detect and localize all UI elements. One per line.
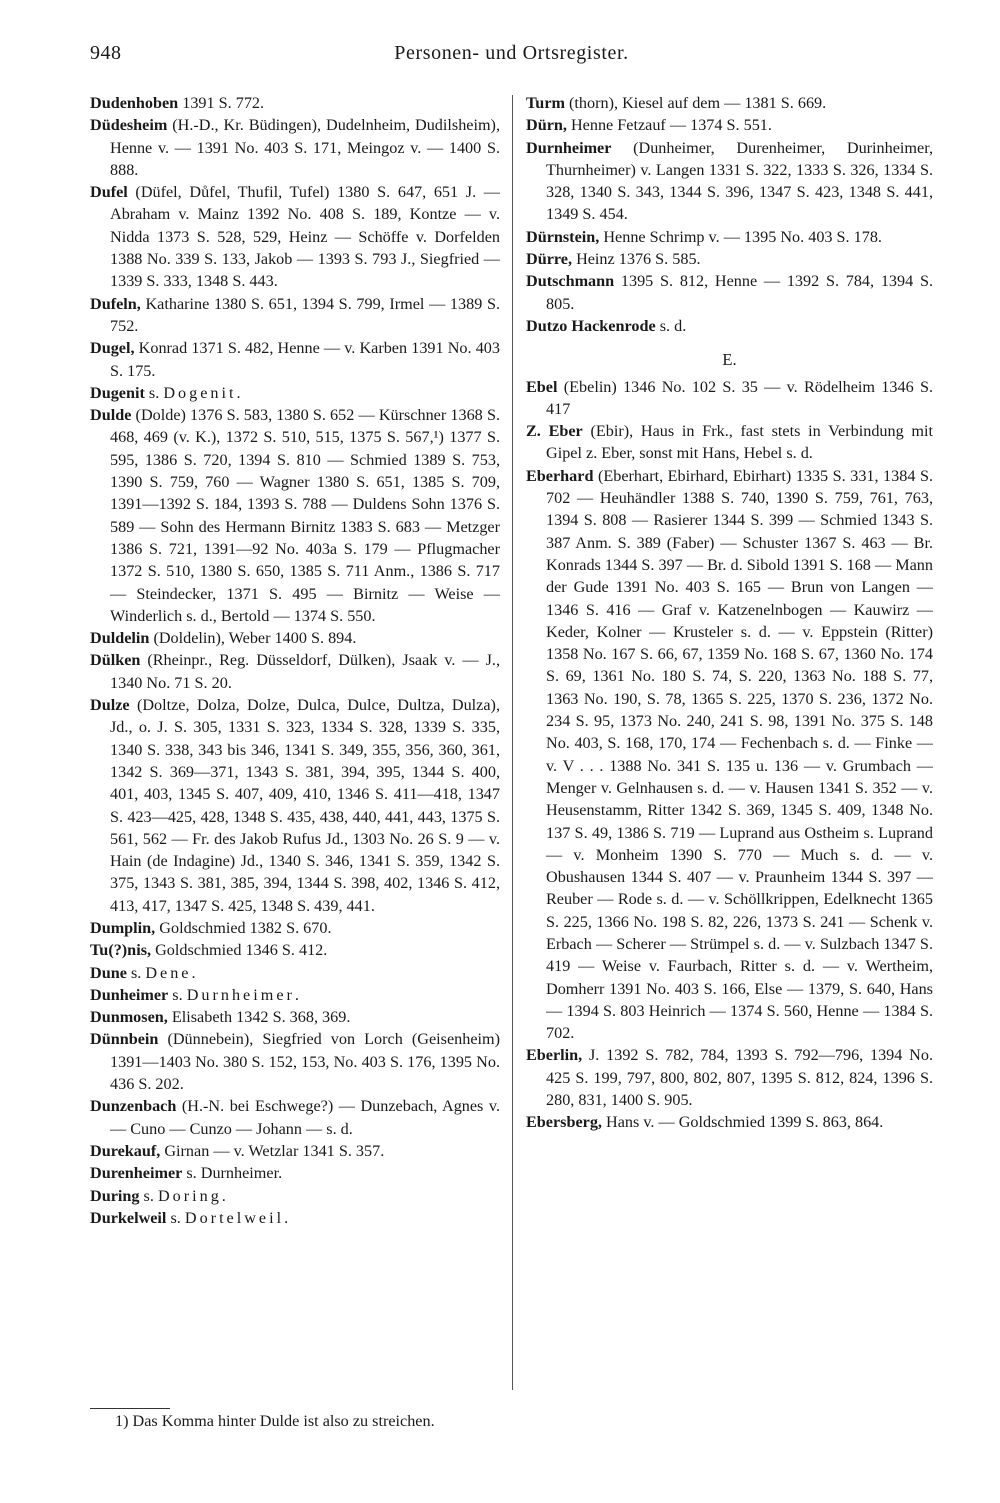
entry-headword: Düdesheim	[90, 116, 168, 135]
register-entry	[526, 420, 933, 465]
entry-headword: Dunmosen,	[90, 1008, 168, 1027]
entry-text: (Dolde) 1376 S. 583, 1380 S. 652 — Kürschner 1368 S. 468, 469 (v. K.), 1372 S. 510, 515, 1375 S. 567,¹) 1377 S. 595, 1386 S. 720, 1394 S. 810 — Schmied 1389 S. 753, 1390 S. 759, 760 — Wagner 1380 S. 651, 1385 S. 709, 1391—1392 S. 184, 1393 S. 788 — Duldens Sohn 1376 S. 589 — Sohn des Hermann Birnitz 1383 S. 683 — Metzger 1386 S. 721, 1391—92 No. 403a S. 179 — Pflugmacher 1372 S. 510, 1380 S. 650, 1385 S. 711 Anm., 1386 S. 717 — Steindecker, 1371 S. 495 — Birnitz — Weise — Winderlich s. d., Bertold — 1374 S. 550.	[110, 406, 500, 625]
register-entry	[90, 382, 500, 404]
entry-headword: Duldelin	[90, 629, 150, 648]
register-entry	[90, 694, 500, 917]
entry-headword: Durenheimer	[90, 1164, 183, 1183]
register-entry	[90, 984, 500, 1006]
entry-text: Katharine 1380 S. 651, 1394 S. 799, Irmel — 1389 S. 752.	[110, 294, 500, 335]
entry-headword: Dufeln,	[90, 294, 141, 313]
register-entry	[526, 465, 933, 1045]
register-entry	[90, 1028, 500, 1095]
register-entry	[526, 270, 933, 315]
register-entry	[90, 1095, 500, 1140]
entry-headword: During	[90, 1186, 140, 1205]
entry-headword: Dünnbein	[90, 1030, 159, 1049]
entry-headword: Dune	[90, 963, 127, 982]
entry-text: (H.-N. bei Eschwege?) — Dunzebach, Agnes v. — Cuno — Cunzo — Johann — s. d.	[110, 1097, 500, 1138]
footnote	[115, 1412, 435, 1431]
register-entry	[90, 404, 500, 627]
register-entry	[90, 1162, 500, 1184]
register-entry	[90, 92, 500, 114]
entry-text: s. d.	[655, 316, 687, 335]
entry-text: Henne Fetzauf — 1374 S. 551.	[566, 116, 772, 135]
entry-tail: .	[284, 1208, 289, 1227]
entry-text: s.	[144, 383, 160, 402]
entry-tail: .	[294, 985, 299, 1004]
section-letter-e: E.	[722, 350, 737, 370]
entry-text: (Dünnebein), Siegfried von Lorch (Geisenheim) 1391—1403 No. 380 S. 152, 153, No. 403 S. 176, 1395 No. 436 S. 202.	[110, 1030, 500, 1094]
entry-text: 1395 S. 812, Henne — 1392 S. 784, 1394 S. 805.	[546, 272, 933, 313]
register-entry	[90, 962, 500, 984]
right-column	[526, 92, 933, 1134]
entry-text: 1391 S. 772.	[178, 94, 265, 112]
page-number: 948	[90, 42, 122, 64]
entry-headword: Durekauf,	[90, 1141, 161, 1160]
register-entry	[90, 1140, 500, 1162]
column-divider	[512, 95, 513, 1390]
entry-headword: Dunzenbach	[90, 1097, 177, 1116]
entry-tail: .	[221, 1186, 226, 1205]
entry-text: Goldschmied 1346 S. 412.	[151, 941, 328, 960]
entry-text: (Düfel, Důfel, Thufil, Tufel) 1380 S. 647, 651 J. — Abraham v. Mainz 1392 No. 408 S. 189, Kontze — v. Nidda 1373 S. 528, 529, Heinz — Schöffe v. Dorfelden 1388 No. 339 S. 133, Jakob — 1393 S. 793 J., Siegfried — 1339 S. 333, 1348 S. 443.	[110, 183, 500, 291]
entry-text: Heinz 1376 S. 585.	[572, 250, 701, 269]
register-entry	[90, 1006, 500, 1028]
register-entry	[526, 1044, 933, 1111]
entry-headword: Dulde	[90, 406, 132, 425]
entry-headword: Dufel	[90, 183, 128, 202]
register-entry	[90, 939, 500, 961]
entry-cross-reference: Durnheimer	[186, 985, 295, 1004]
entry-headword: Dürn,	[526, 116, 567, 135]
entry-text: Konrad 1371 S. 482, Henne — v. Karben 1391 No. 403 S. 175.	[110, 339, 500, 380]
entry-text: (Doldelin), Weber 1400 S. 894.	[149, 629, 357, 648]
entry-text: Goldschmied 1382 S. 670.	[155, 918, 332, 937]
entry-headword: Dudenhoben	[90, 94, 179, 112]
entry-cross-reference: Doring	[157, 1186, 222, 1205]
register-entry	[526, 92, 933, 114]
entry-text: J. 1392 S. 782, 784, 1393 S. 792—796, 1394 No. 425 S. 199, 797, 800, 802, 807, 1395 S. 812, 824, 1396 S. 280, 831, 1400 S. 905.	[546, 1046, 933, 1110]
entry-headword: Dutzo Hackenrode	[526, 316, 656, 335]
register-entry	[90, 649, 500, 694]
left-column	[90, 92, 500, 1229]
entry-tail: .	[236, 383, 241, 402]
entry-headword: Ebel	[526, 377, 558, 396]
entry-headword: Eberlin,	[526, 1046, 583, 1065]
entry-text: (Doltze, Dolza, Dolze, Dulca, Dulce, Dultza, Dulza), Jd., o. J. S. 305, 1331 S. 323, 1334 S. 328, 1339 S. 335, 1340 S. 338, 343 bis 346, 1341 S. 349, 355, 356, 360, 361, 1342 S. 369—371, 1343 S. 381, 394, 395, 1344 S. 400, 401, 403, 1345 S. 407, 409, 410, 1346 S. 411—418, 1347 S. 423—425, 428, 1348 S. 435, 438, 440, 441, 443, 1375 S. 561, 562 — Fr. des Jakob Rufus Jd., 1303 No. 26 S. 9 — v. Hain (de Indagine) Jd., 1340 S. 346, 1341 S. 359, 1342 S. 375, 1343 S. 381, 385, 394, 1344 S. 398, 402, 1346 S. 412, 413, 417, 1347 S. 425, 1348 S. 439, 441.	[110, 696, 500, 915]
register-entry	[90, 181, 500, 292]
register-entry	[526, 114, 933, 136]
entry-text: Henne Schrimp v. — 1395 No. 403 S. 178.	[599, 227, 882, 246]
entry-text: (Dunheimer, Durenheimer, Durinheimer, Thurnheimer) v. Langen 1331 S. 322, 1333 S. 326, 1334 S. 328, 1340 S. 343, 1344 S. 396, 1347 S. 423, 1348 S. 441, 1349 S. 454.	[546, 138, 933, 224]
register-entry	[90, 627, 500, 649]
footnote-marker: 1)	[115, 1412, 129, 1430]
entry-cross-reference: Dortelweil	[184, 1208, 285, 1227]
entry-cross-reference: Dene	[145, 963, 192, 982]
entry-text: (Rheinpr., Reg. Düsseldorf, Dülken), Jsaak v. — J., 1340 No. 71 S. 20.	[110, 651, 500, 692]
entry-text: s.	[168, 985, 183, 1004]
entry-text: (Eberhart, Ebirhard, Ebirhart) 1335 S. 331, 1384 S. 702 — Heuhändler 1388 S. 740, 1390 S. 759, 761, 763, 1394 S. 808 — Rasierer 1344 S. 399 — Schmied 1343 S. 387 Anm. S. 389 (Faber) — Schuster 1367 S. 463 — Br. Konrads 1344 S. 397 — Br. d. Sibold 1391 S. 168 — Mann der Gude 1391 No. 403 S. 165 — Brun von Langen — 1346 S. 416 — Graf v. Katzenelnbogen — Kauwirz — Keder, Kolner — Krusteler s. d. — v. Eppstein (Ritter) 1358 No. 167 S. 66, 67, 1359 No. 168 S. 67, 1360 No. 174 S. 69, 1361 No. 180 S. 74, S. 220, 1363 No. 188 S. 77, 1363 No. 190, S. 78, 1365 S. 225, 1370 S. 236, 1372 No. 234 S. 95, 1373 No. 240, 241 S. 98, 1391 No. 375 S. 148 No. 403, S. 168, 170, 174 — Fechenbach s. d. — Finke — v. V . . . 1388 No. 341 S. 135 u. 136 — v. Grumbach — Menger v. Gelnhausen s. d. — v. Hausen 1341 S. 352 — v. Heusenstamm, Ritter 1342 S. 369, 1345 S. 409, 1348 No. 137 S. 49, 1386 S. 719 — Luprand aus Ostheim s. Luprand — v. Monheim 1390 S. 770 — Much s. d. — v. Obushausen 1344 S. 407 — v. Praunheim 1344 S. 397 — Reuber — Rode s. d. — v. Schöllkrippen, Edelknecht 1365 S. 225, 1366 No. 198 S. 82, 226, 1373 S. 241 — Schenk v. Erbach — Scherer — Strümpel s. d. — v. Sulzbach 1347 S. 419 — Weise v. Faurbach, Ritter s. d. — v. Wertheim, Domherr 1391 No. 403 S. 166, Else — 1379, S. 640, Hans — 1394 S. 803 Heinrich — 1374 S. 560, Henne — 1384 S. 702.	[546, 466, 933, 1043]
entry-headword: Eberhard	[526, 466, 594, 485]
entry-headword: Dugel,	[90, 339, 135, 358]
entry-text: Hans v. — Goldschmied 1399 S. 863, 864.	[601, 1113, 884, 1132]
entry-cross-reference: Dogenit	[163, 383, 237, 402]
register-entry	[526, 315, 933, 337]
entry-text: Girnan — v. Wetzlar 1341 S. 357.	[160, 1141, 385, 1160]
entry-headword: Dunheimer	[90, 985, 169, 1004]
entry-headword: Dumplin,	[90, 918, 156, 937]
entry-text: (Ebelin) 1346 No. 102 S. 35 — v. Rödelheim 1346 S. 417	[546, 377, 933, 418]
register-entry	[90, 337, 500, 382]
entry-headword: Ebersberg,	[526, 1113, 602, 1132]
entry-headword: Tu(?)nis,	[90, 941, 152, 960]
right-column-d-entries	[526, 92, 933, 337]
register-entry	[526, 226, 933, 248]
entry-headword: Durkelweil	[90, 1208, 167, 1227]
register-entry	[526, 137, 933, 226]
register-entry	[526, 376, 933, 421]
entry-headword: Dürnstein,	[526, 227, 600, 246]
page-header	[90, 42, 933, 72]
register-entry	[526, 1111, 933, 1133]
register-entry	[90, 293, 500, 338]
entry-text: (H.-D., Kr. Büdingen), Dudelnheim, Dudilsheim), Henne v. — 1391 No. 403 S. 171, Meingoz v. — 1400 S. 888.	[110, 116, 500, 179]
entry-headword: Dürre,	[526, 250, 573, 269]
entry-headword: Dutschmann	[526, 272, 615, 291]
register-entry	[90, 917, 500, 939]
entry-headword: Turm	[526, 94, 565, 112]
footnote-rule	[90, 1408, 170, 1409]
right-column-e-entries	[526, 376, 933, 1134]
register-entry	[90, 1207, 500, 1229]
entry-text: Elisabeth 1342 S. 368, 369.	[167, 1008, 351, 1027]
entry-text: (Ebir), Haus in Frk., fast stets in Verbindung mit Gipel z. Eber, sonst mit Hans, Hebel s. d.	[546, 422, 934, 463]
entry-text: s.	[139, 1186, 154, 1205]
entry-text: s.	[166, 1208, 181, 1227]
entry-text: s. Durnheimer.	[182, 1164, 283, 1183]
register-entry	[90, 1185, 500, 1207]
entry-headword: Dugenit	[90, 383, 145, 402]
register-entry	[526, 248, 933, 270]
entry-tail: .	[191, 963, 196, 982]
entry-text: s.	[126, 963, 142, 982]
entry-headword: Z. Eber	[526, 422, 583, 441]
entry-text: (thorn), Kiesel auf dem — 1381 S. 669.	[564, 94, 827, 112]
register-entry	[90, 114, 500, 181]
entry-headword: Dulze	[90, 696, 130, 715]
running-title: Personen- und Ortsregister.	[394, 42, 629, 64]
entry-headword: Dülken	[90, 651, 141, 670]
footnote-text: Das Komma hinter Dulde ist also zu streichen.	[132, 1412, 435, 1430]
entry-headword: Durnheimer	[526, 138, 612, 157]
